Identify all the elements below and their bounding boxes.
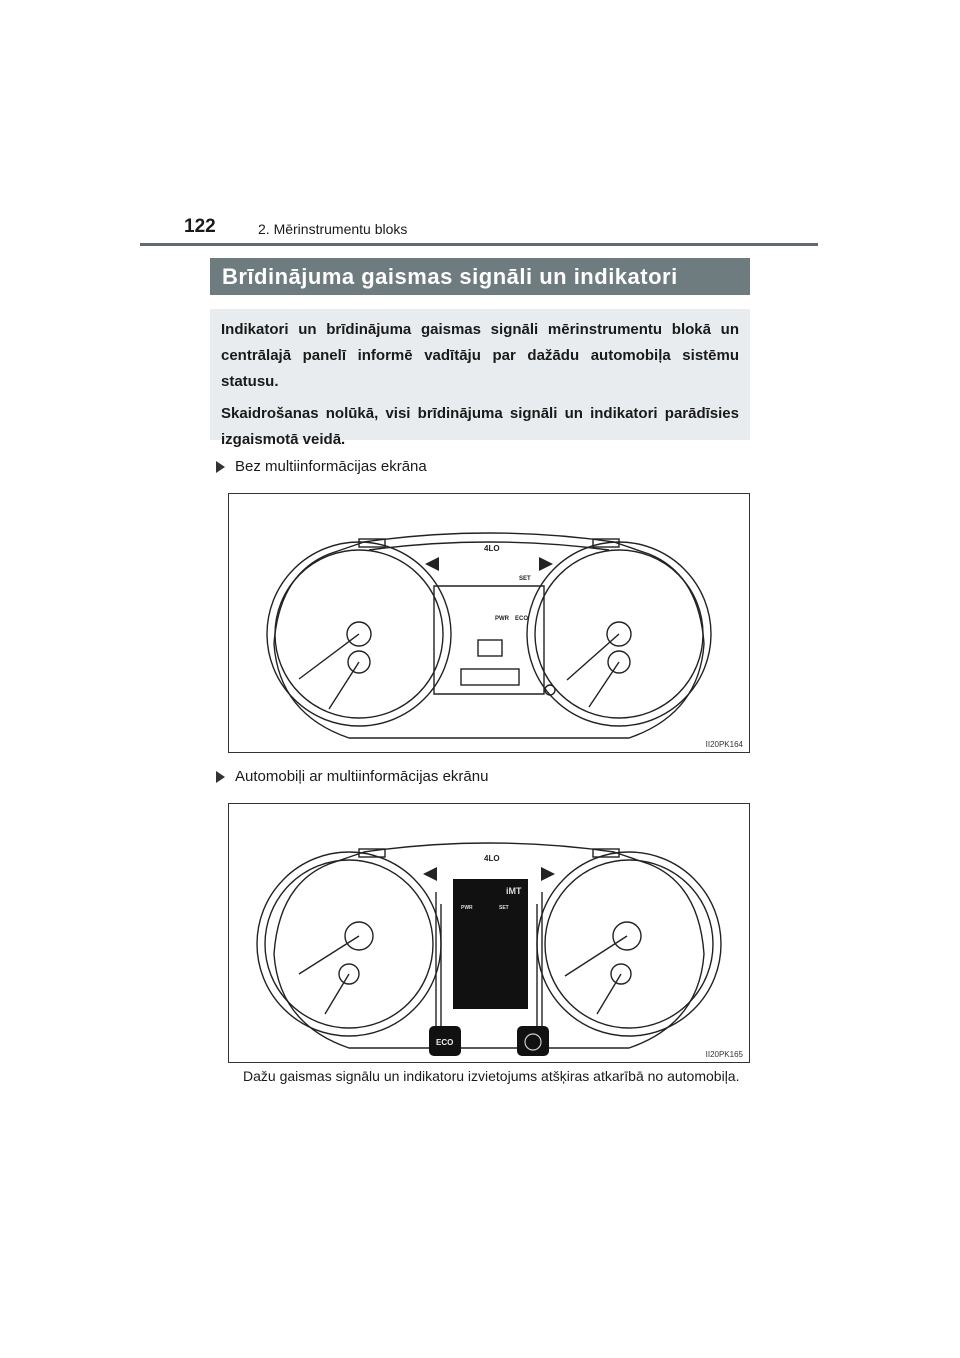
chapter-title: 2. Mērinstrumentu bloks xyxy=(258,221,408,237)
indicator-pwr: PWR xyxy=(461,905,473,911)
indicator-set: SET xyxy=(519,576,531,582)
header-rule xyxy=(140,243,818,246)
cluster-illustration-1 xyxy=(229,494,749,752)
indicator-pwr: PWR xyxy=(495,616,509,622)
figure-2-caption xyxy=(216,768,488,785)
intro-box xyxy=(210,309,750,448)
indicator-imt: iMT xyxy=(506,886,522,896)
figure-2-cluster xyxy=(228,803,750,1063)
caption-text: Automobiļi ar multiinformācijas ekrānu xyxy=(235,768,489,785)
intro-paragraph: Indikatori un brīdinājuma gaismas signāli mērinstrumentu blokā un centrālajā panelī informē vadītāju par dažādu automobiļa sistēmu statusu. xyxy=(221,321,739,390)
bullet-triangle-icon xyxy=(216,771,225,783)
indicator-eco: ECO xyxy=(436,1038,454,1047)
indicator-eco: ECO xyxy=(515,616,529,622)
caption-text: Bez multiinformācijas ekrāna xyxy=(235,458,427,475)
figure-code: II20PK164 xyxy=(705,740,743,749)
figure-1-caption xyxy=(216,458,427,475)
intro-paragraph: Skaidrošanas nolūkā, visi brīdinājuma signāli un indikatori parādīsies izgaismotā veidā. xyxy=(221,405,739,448)
indicator-4lo: 4LO xyxy=(484,854,500,863)
indicator-set: SET xyxy=(499,905,509,911)
indicator-4lo: 4LO xyxy=(484,544,500,553)
section-title: Brīdinājuma gaismas signāli un indikatori xyxy=(210,258,750,295)
page-number: 122 xyxy=(184,216,216,237)
figure-code: II20PK165 xyxy=(705,1050,743,1059)
footnote: Dažu gaismas signālu un indikatoru izvietojums atšķiras atkarībā no automobiļa. xyxy=(243,1068,740,1084)
cluster-illustration-2 xyxy=(229,804,749,1062)
figure-1-cluster xyxy=(228,493,750,753)
bullet-triangle-icon xyxy=(216,461,225,473)
